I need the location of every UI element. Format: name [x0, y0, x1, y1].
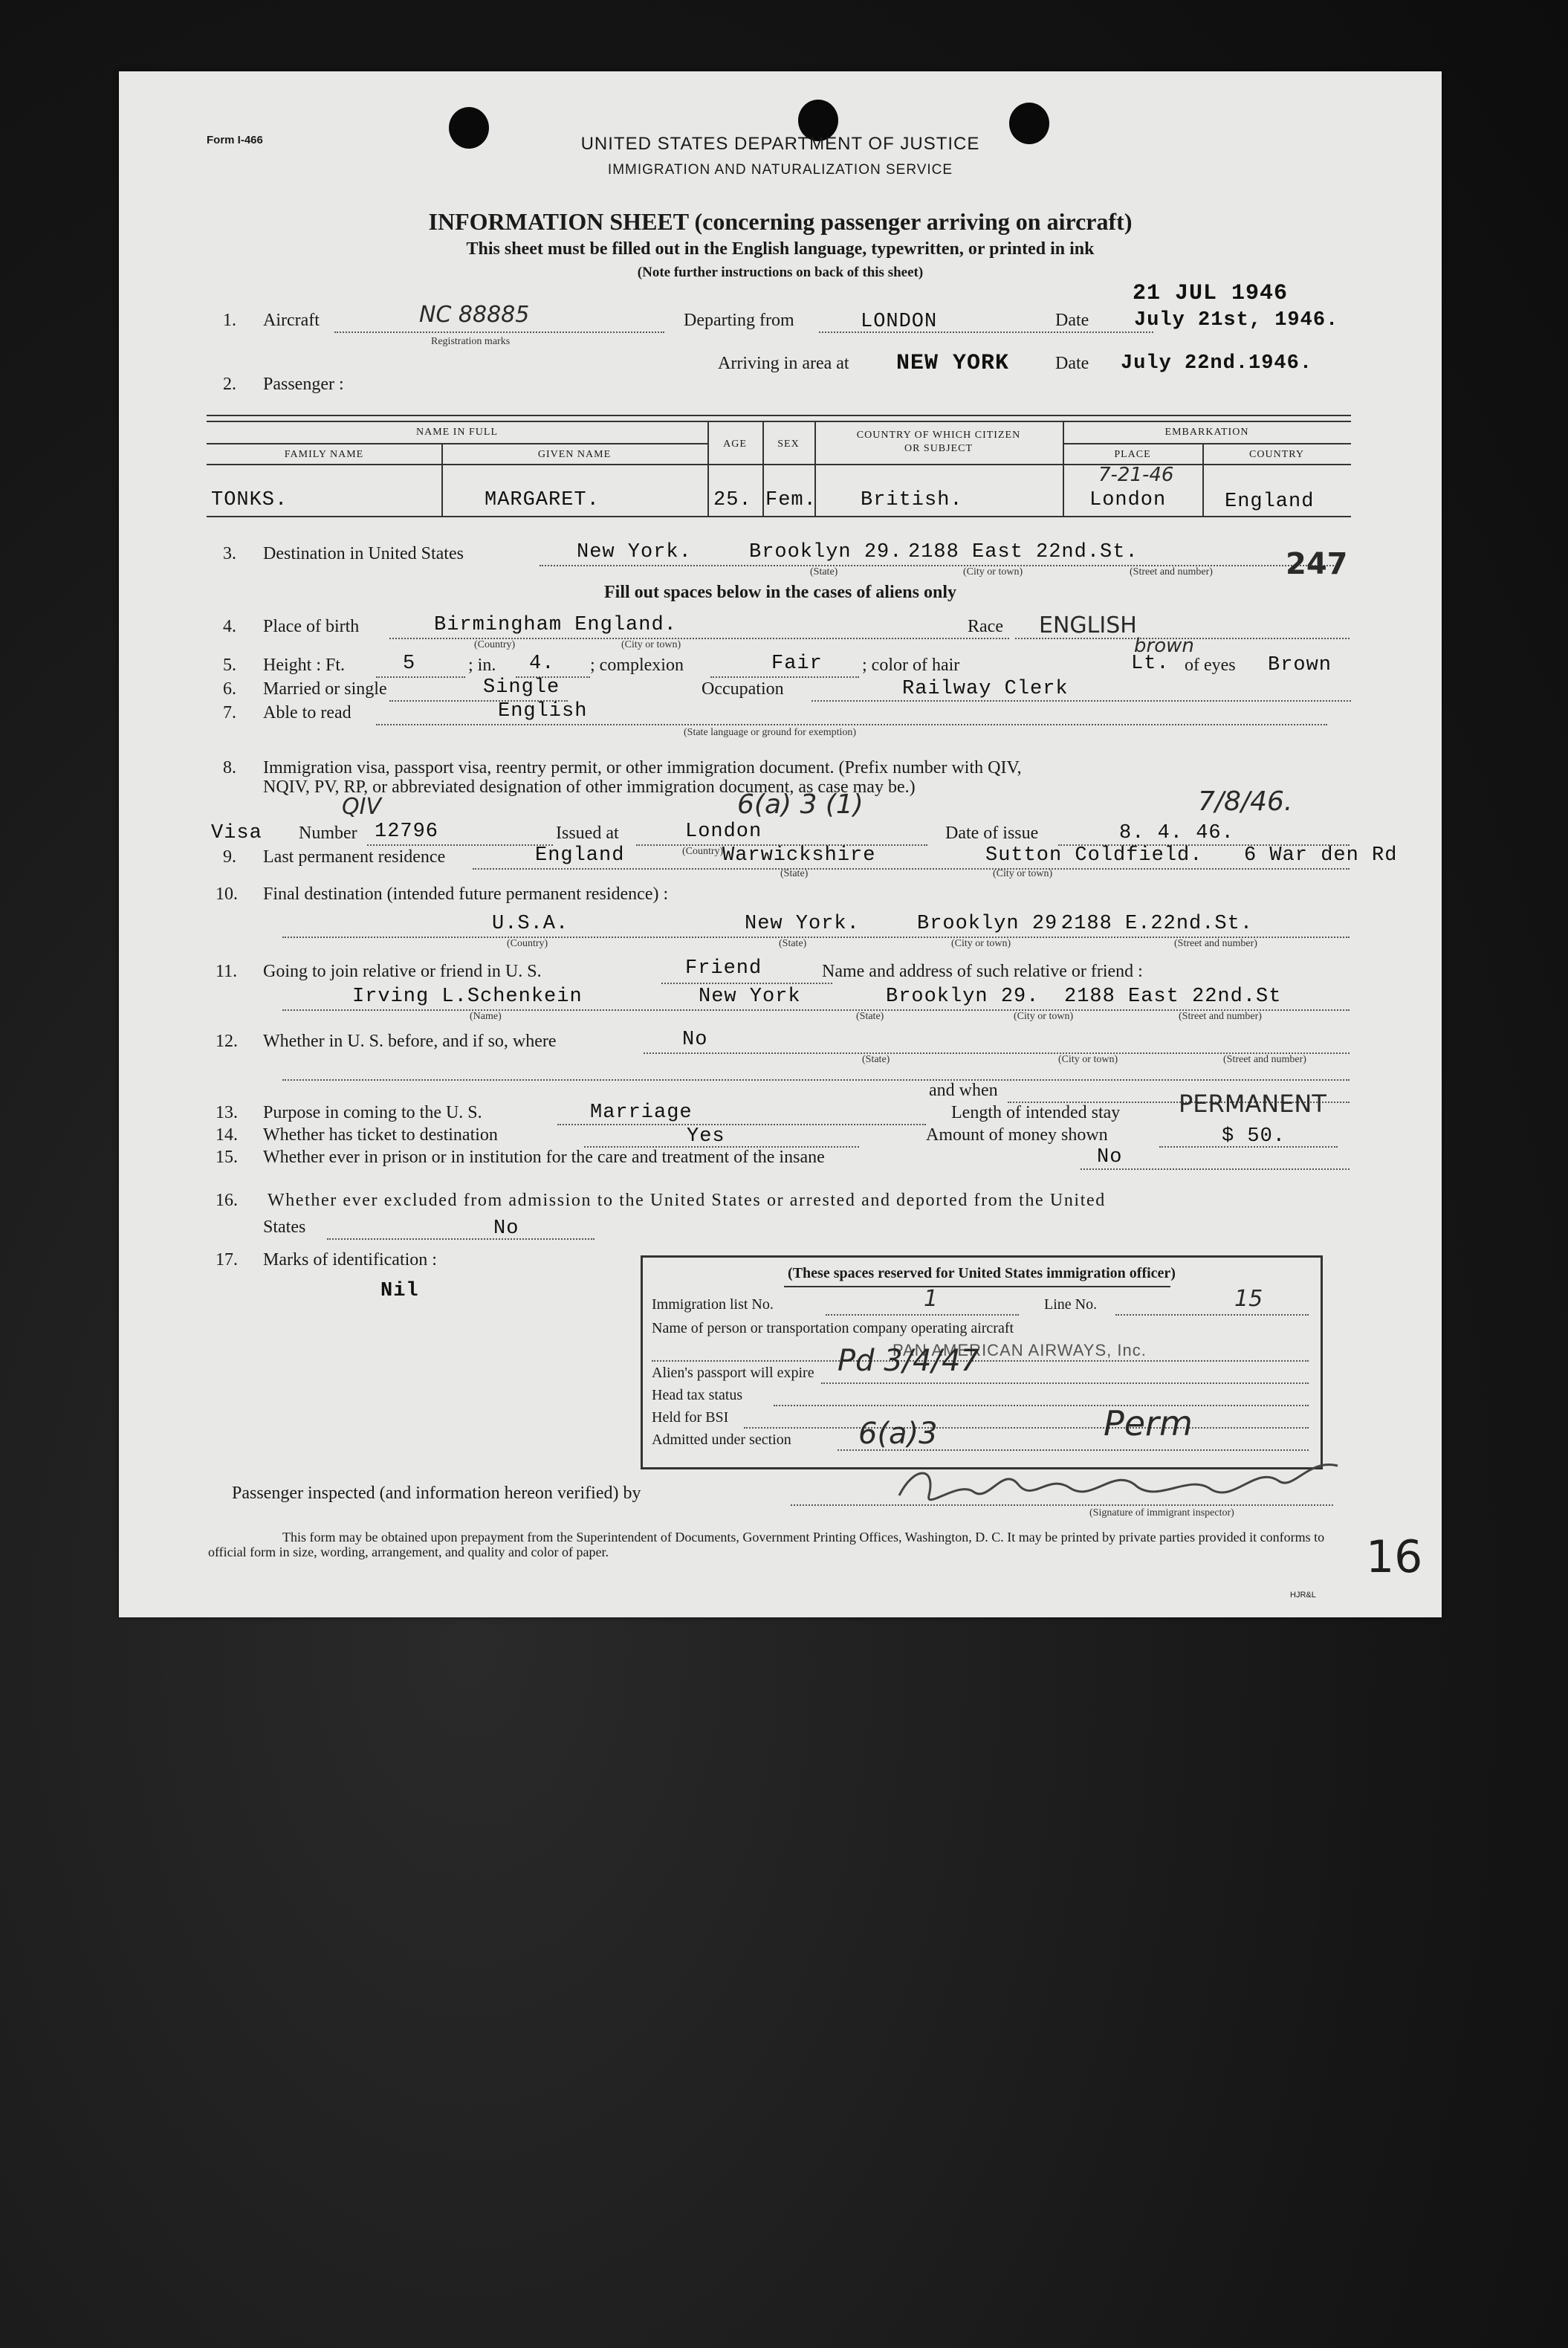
footer-mark: HJR&L	[1290, 1591, 1316, 1600]
caption-street: (Street and number)	[1130, 566, 1213, 578]
aliens-heading: Fill out spaces below in the cases of aliens only	[603, 583, 956, 602]
item-number: 4.	[223, 617, 236, 636]
married-label: Married or single	[263, 679, 387, 699]
residence-label: Last permanent residence	[263, 847, 446, 867]
join-value: Friend	[685, 957, 762, 980]
visa-number: 12796	[375, 821, 439, 843]
sex-value: Fem.	[765, 489, 817, 511]
bsi-label: Held for BSI	[652, 1409, 729, 1426]
handwritten-number: 247	[1286, 547, 1348, 581]
arriving-date-label: Date	[1055, 354, 1089, 373]
place-date-value: 7-21-46	[1098, 464, 1174, 486]
date-stamp: 21 JUL 1946	[1133, 281, 1289, 306]
table-header-sex: SEX	[777, 439, 800, 450]
item-number: 2.	[223, 375, 236, 394]
operator-value: PAN AMERICAN AIRWAYS, Inc.	[892, 1341, 1147, 1359]
ticket-label: Whether has ticket to destination	[263, 1125, 498, 1145]
purpose-label: Purpose in coming to the U. S.	[263, 1103, 482, 1122]
form-number: Form I-466	[207, 134, 263, 146]
visa-section-hand: 6(a) 3 (1)	[737, 789, 864, 820]
line-value: 15	[1234, 1286, 1263, 1312]
list-label: Immigration list No.	[652, 1296, 774, 1313]
item-number: 7.	[223, 703, 236, 722]
visa-number-label: Number	[299, 824, 357, 843]
stay-value: PERMANENT	[1179, 1090, 1326, 1118]
caption-state: (State)	[856, 1011, 884, 1022]
item-number: 10.	[216, 884, 238, 904]
caption-city: (City or town)	[1014, 1011, 1074, 1022]
marks-value: Nil	[380, 1280, 419, 1302]
citizen-value: British.	[861, 489, 963, 511]
visa-prefix-hand: QIV	[342, 794, 381, 820]
line-label: Line No.	[1044, 1296, 1098, 1313]
section-value: 6(a)3	[858, 1417, 938, 1451]
departing-label: Departing from	[684, 311, 794, 330]
margin-number: 16	[1366, 1531, 1423, 1583]
item-number: 16.	[216, 1191, 238, 1210]
item-number: 14.	[216, 1125, 238, 1145]
race-label: Race	[968, 617, 1003, 636]
read-caption: (State language or ground for exemption)	[684, 727, 857, 738]
inspector-caption: (Signature of immigrant inspector)	[1089, 1507, 1234, 1519]
when-label: and when	[929, 1081, 998, 1100]
destination-city: Brooklyn 29.	[749, 541, 903, 563]
item-number: 8.	[223, 758, 236, 777]
height-in: 4.	[529, 653, 555, 675]
visa-date-hand: 7/8/46.	[1198, 786, 1293, 817]
note-text: (Note further instructions on back of this sheet)	[637, 265, 924, 280]
final-dest-country: U.S.A.	[492, 913, 569, 935]
visa-text-2: NQIV, PV, RP, or abbreviated designation of other immigration document, as case may be.)	[263, 777, 916, 797]
caption-city: (City or town)	[621, 639, 681, 650]
section-label: Admitted under section	[652, 1432, 791, 1448]
join-street: 2188 East 22nd.St	[1064, 986, 1282, 1008]
read-label: Able to read	[263, 703, 351, 722]
age-value: 25.	[713, 489, 752, 511]
departing-date: July 21st, 1946.	[1134, 309, 1339, 331]
caption-street: (Street and number)	[1179, 1011, 1262, 1022]
excluded-label: Whether ever excluded from admission to the United States or arrested and deported from the United	[268, 1191, 1106, 1210]
visa-issued: London	[685, 821, 762, 843]
service-name: IMMIGRATION AND NATURALIZATION SERVICE	[607, 162, 953, 178]
embark-country-value: England	[1225, 491, 1315, 513]
item-number: 6.	[223, 679, 236, 699]
aircraft-value: NC 88885	[419, 302, 530, 328]
passenger-label: Passenger :	[263, 375, 344, 394]
residence-city: Sutton Coldfield.	[985, 844, 1203, 867]
height-label: Height : Ft.	[263, 656, 346, 675]
final-dest-label: Final destination (intended future permanent residence) :	[263, 884, 669, 904]
race-value: ENGLISH	[1039, 612, 1137, 638]
married-value: Single	[483, 676, 560, 699]
caption-street: (Street and number)	[1174, 938, 1257, 949]
caption-city: (City or town)	[951, 938, 1011, 949]
operator-label: Name of person or transportation company operating aircraft	[652, 1320, 1014, 1336]
final-dest-city: Brooklyn 29.	[917, 913, 1071, 935]
aircraft-caption: Registration marks	[431, 336, 511, 347]
eyes-value: Brown	[1268, 654, 1332, 676]
visa-prefix: Visa	[211, 822, 262, 844]
item-number: 3.	[223, 544, 236, 563]
destination-state: New York.	[577, 541, 692, 563]
item-number: 9.	[223, 847, 236, 867]
passport-label: Alien's passport will expire	[652, 1365, 814, 1381]
table-header-embarkation: EMBARKATION	[1164, 427, 1249, 438]
final-dest-state: New York.	[745, 913, 860, 935]
money-value: $ 50.	[1222, 1125, 1286, 1148]
table-header-family-name: FAMILY NAME	[284, 449, 364, 460]
visa-text-1: Immigration visa, passport visa, reentry permit, or other immigration document. (Prefix number with QIV,	[263, 758, 1022, 777]
item-number: 1.	[223, 311, 236, 330]
hair-value: Lt.	[1131, 653, 1170, 675]
marks-label: Marks of identification :	[263, 1250, 437, 1270]
occupation-value: Railway Clerk	[902, 678, 1069, 700]
birth-value: Birmingham England.	[434, 614, 677, 636]
tax-label: Head tax status	[652, 1387, 743, 1403]
read-value: English	[498, 700, 588, 722]
section-note: Perm	[1104, 1403, 1193, 1443]
visa-date: 8. 4. 46.	[1119, 822, 1234, 844]
item-number: 5.	[223, 656, 236, 675]
caption-city: (City or town)	[993, 868, 1053, 879]
caption-state: (State)	[862, 1054, 890, 1065]
caption-city: (City or town)	[1058, 1054, 1118, 1065]
officer-box-title: (These spaces reserved for United States immigration officer)	[788, 1265, 1176, 1281]
arriving-label: Arriving in area at	[718, 354, 849, 373]
item-number: 15.	[216, 1148, 238, 1167]
officer-reserved-box	[641, 1255, 1323, 1469]
passport-value: Pd 3/4/47	[838, 1344, 979, 1378]
information-sheet	[119, 71, 1442, 1617]
ticket-value: Yes	[687, 1125, 725, 1148]
aircraft-label: Aircraft	[263, 311, 320, 330]
caption-country: (Country)	[474, 639, 516, 650]
complexion-label: ; complexion	[590, 656, 684, 675]
footer-text: This form may be obtained upon prepayment from the Superintendent of Documents, Government Printing Offices, Washington, D. C. It may be printed by private parties provided it conforms to official form in size, wording, arrangement, and quality and color of paper.	[208, 1530, 1325, 1559]
hair-note: brown	[1134, 635, 1194, 657]
table-header-country: COUNTRY	[1249, 449, 1304, 460]
caption-name: (Name)	[470, 1011, 502, 1022]
agency-name: UNITED STATES DEPARTMENT OF JUSTICE	[580, 134, 980, 154]
instruction-text: This sheet must be filled out in the English language, typewritten, or printed in ink	[466, 239, 1095, 259]
join-state: New York	[699, 986, 801, 1008]
item-number: 13.	[216, 1103, 238, 1122]
eyes-label: of eyes	[1185, 656, 1236, 675]
join-name-label: Name and address of such relative or friend :	[822, 962, 1143, 981]
join-name: Irving L.Schenkein	[352, 986, 583, 1008]
page-title: INFORMATION SHEET (concerning passenger arriving on aircraft)	[428, 208, 1133, 235]
arriving-date: July 22nd.1946.	[1121, 352, 1313, 375]
excluded-value: No	[493, 1217, 519, 1240]
occupation-label: Occupation	[702, 679, 784, 699]
birth-label: Place of birth	[263, 617, 360, 636]
residence-street: 6 War den Rd	[1244, 844, 1398, 867]
table-header-country-citizen: COUNTRY OF WHICH CITIZEN	[856, 430, 1021, 441]
visa-date-label: Date of issue	[945, 824, 1039, 843]
table-header-age: AGE	[723, 439, 747, 450]
table-header-place: PLACE	[1114, 449, 1151, 460]
before-label: Whether in U. S. before, and if so, where	[263, 1032, 557, 1051]
place-value: London	[1089, 489, 1167, 511]
departing-date-label: Date	[1055, 311, 1089, 330]
join-label: Going to join relative or friend in U. S.	[263, 962, 542, 981]
prison-label: Whether ever in prison or in institution for the care and treatment of the insane	[263, 1148, 825, 1167]
height-ft: 5	[403, 653, 416, 675]
money-label: Amount of money shown	[926, 1125, 1108, 1145]
visa-issued-label: Issued at	[556, 824, 619, 843]
final-dest-street: 2188 E.22nd.St.	[1061, 913, 1254, 935]
before-value: No	[682, 1029, 708, 1051]
arriving-value: NEW YORK	[896, 351, 1010, 376]
list-value: 1	[924, 1286, 939, 1312]
residence-state: Warwickshire	[722, 844, 876, 867]
height-in-label: ; in.	[468, 656, 496, 675]
caption-street: (Street and number)	[1223, 1054, 1306, 1065]
hair-label: ; color of hair	[862, 656, 960, 675]
item-number: 11.	[216, 962, 238, 981]
complexion-value: Fair	[771, 653, 823, 675]
inspected-label: Passenger inspected (and information hereon verified) by	[232, 1484, 641, 1503]
item-number: 17.	[216, 1250, 238, 1270]
item-number: 12.	[216, 1032, 238, 1051]
caption-city: (City or town)	[963, 566, 1023, 578]
table-header-country-subject: OR SUBJECT	[904, 443, 973, 454]
purpose-value: Marriage	[590, 1102, 693, 1124]
departing-value: LONDON	[861, 311, 938, 333]
destination-street: 2188 East 22nd.St.	[908, 541, 1138, 563]
family-name-value: TONKS.	[211, 489, 288, 511]
caption-country: (Country)	[682, 846, 724, 857]
caption-state: (State)	[780, 868, 809, 879]
residence-country: England	[535, 844, 625, 867]
table-header-given-name: GIVEN NAME	[537, 449, 612, 460]
join-city: Brooklyn 29.	[886, 986, 1040, 1008]
stay-label: Length of intended stay	[951, 1103, 1121, 1122]
caption-state: (State)	[779, 938, 807, 949]
table-header-name-in-full: NAME IN FULL	[416, 427, 498, 438]
caption-country: (Country)	[507, 938, 548, 949]
caption-state: (State)	[810, 566, 838, 578]
prison-value: No	[1097, 1146, 1123, 1168]
destination-label: Destination in United States	[263, 544, 464, 563]
given-name-value: MARGARET.	[485, 489, 600, 511]
excluded-label-2: States	[263, 1217, 306, 1237]
